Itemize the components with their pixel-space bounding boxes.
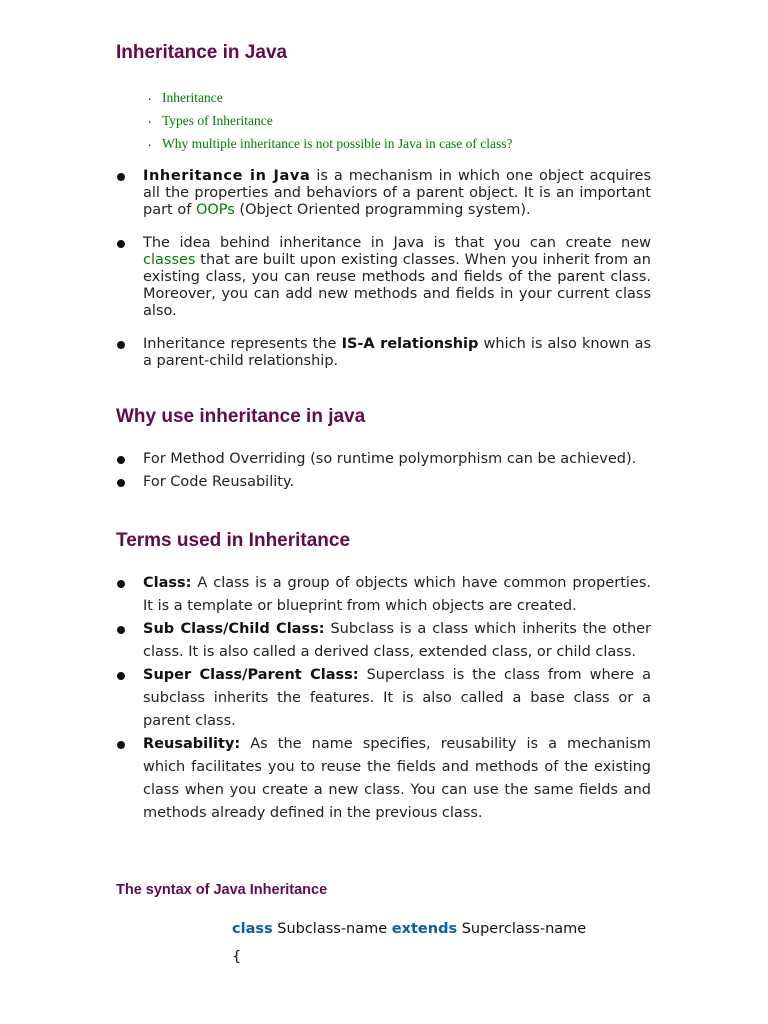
why-heading: Why use inheritance in java: [116, 406, 366, 427]
term-superclass: Super Class/Parent Class: Superclass is the class from where a subclass inherits the features. It is also called a base class or a parent class.: [116, 664, 651, 733]
page-title: Inheritance in Java: [116, 42, 288, 63]
intro-paragraph-3: Inheritance represents the IS-A relationship which is also known as a parent-child relationship.: [116, 336, 651, 370]
intro-paragraph-1: Inheritance in Java is a mechanism in which one object acquires all the properties and behaviors of a parent object. It is an important part of OOPs (Object Oriented programming system).: [116, 168, 651, 219]
why-item: For Method Overriding (so runtime polymorphism can be achieved).: [116, 448, 651, 471]
toc-link-multiple[interactable]: . Why multiple inheritance is not possible in Java in case of class?: [148, 132, 513, 155]
toc-link-inheritance[interactable]: . Inheritance: [148, 86, 513, 109]
keyword-extends: extends: [391, 921, 458, 937]
intro-paragraph-2: The idea behind inheritance in Java is that you can create new classes that are built upon existing classes. When you inherit from an existing class, you can reuse methods and fields of the parent class. Moreover, you can add new methods and fields in your current class also.: [116, 235, 651, 320]
keyword-class: class: [232, 921, 273, 937]
syntax-brace: {: [232, 949, 242, 965]
table-of-contents: [148, 86, 513, 155]
terms-heading: Terms used in Inheritance: [116, 530, 351, 551]
syntax-code-line: class Subclass-name extends Superclass-name: [232, 921, 587, 937]
why-item: For Code Reusability.: [116, 471, 651, 494]
term-class: Class: A class is a group of objects which have common properties. It is a template or blueprint from which objects are created.: [116, 572, 651, 618]
term-bold: Inheritance in Java: [143, 168, 311, 184]
is-a-bold: IS-A relationship: [341, 336, 479, 352]
classes-link[interactable]: classes: [143, 252, 196, 268]
why-list: [116, 448, 651, 494]
oops-link[interactable]: OOPs: [195, 202, 235, 218]
term-subclass: Sub Class/Child Class: Subclass is a class which inherits the other class. It is also called a derived class, extended class, or child class.: [116, 618, 651, 664]
intro-list: [116, 168, 651, 386]
toc-link-types[interactable]: . Types of Inheritance: [148, 109, 513, 132]
terms-list: [116, 572, 651, 825]
term-reusability: Reusability: As the name specifies, reusability is a mechanism which facilitates you to reuse the fields and methods of the existing class when you create a new class. You can use the same fields and methods already defined in the previous class.: [116, 733, 651, 825]
syntax-heading: The syntax of Java Inheritance: [116, 882, 328, 898]
